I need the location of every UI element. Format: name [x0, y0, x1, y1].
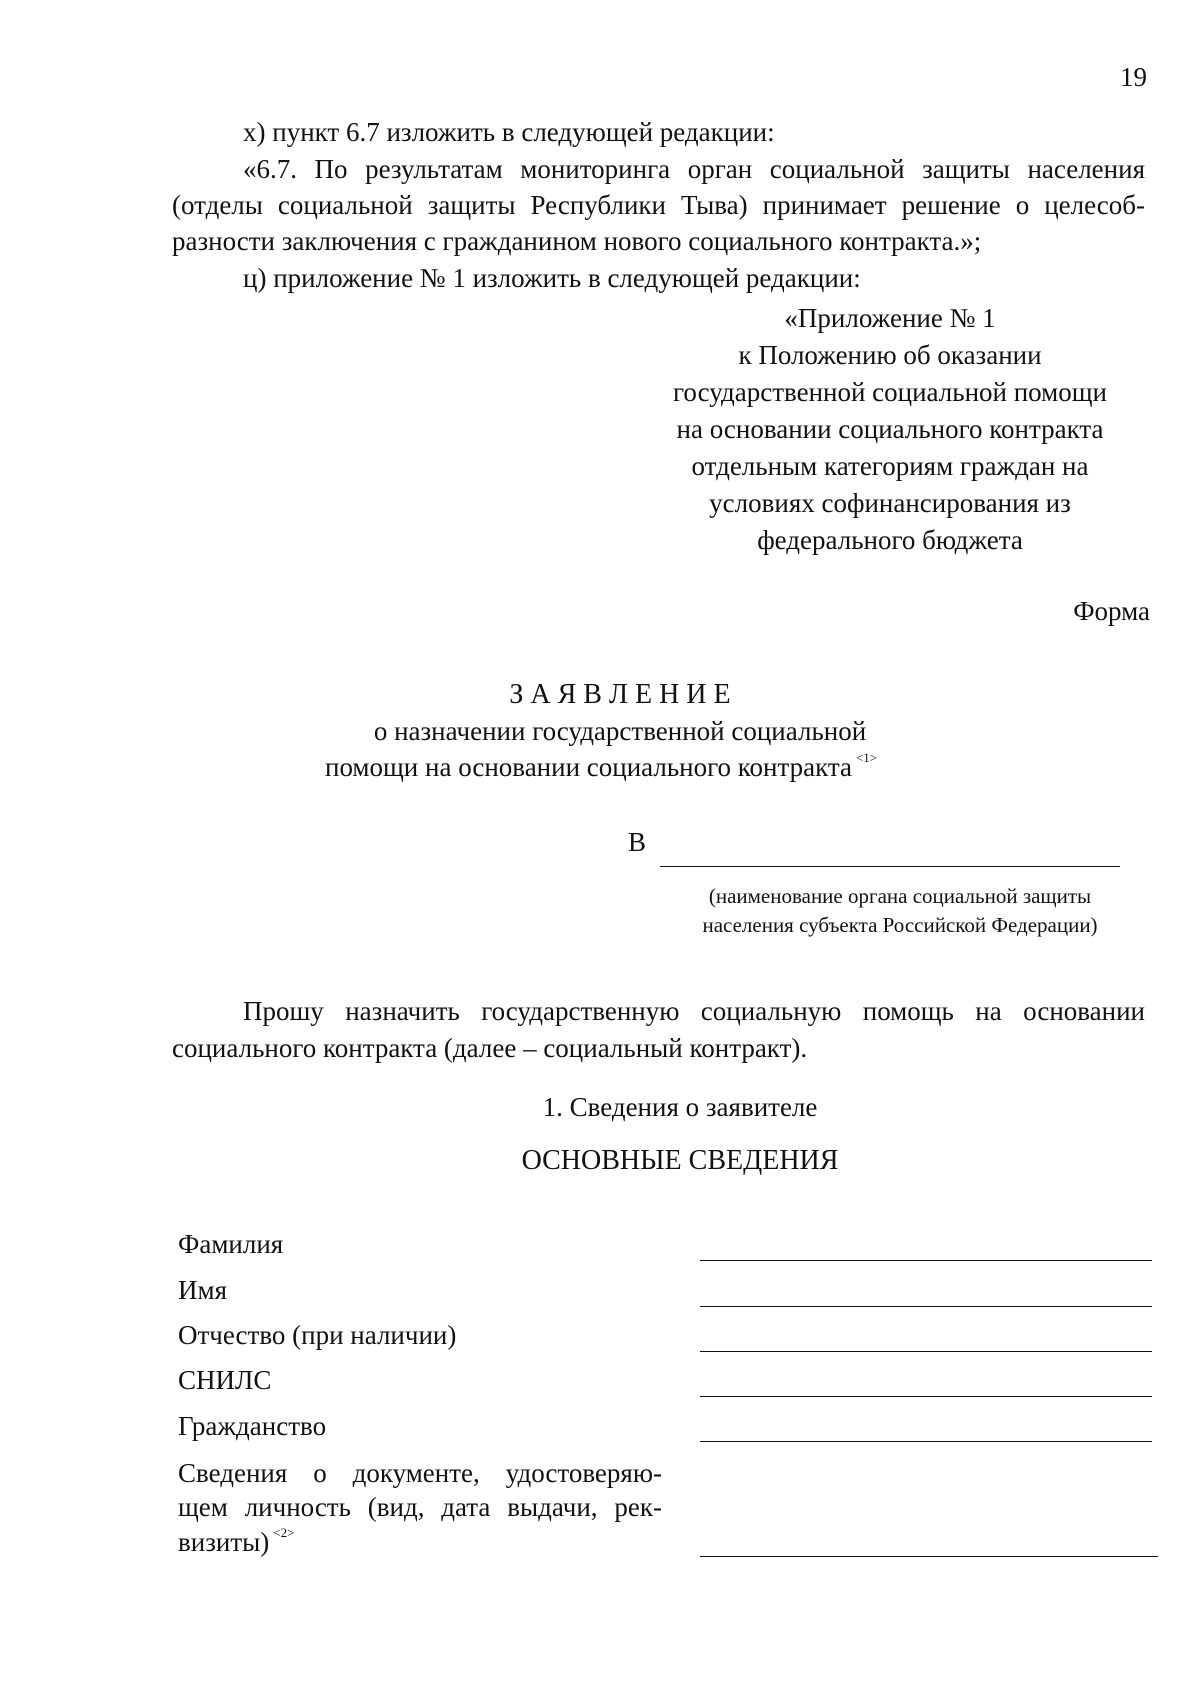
field-blank-snils[interactable]	[700, 1396, 1152, 1397]
appendix-header-line: «Приложение № 1	[784, 303, 996, 333]
amendment-x-text-line3: разности заключения с гражданином нового социального контракта.»;	[172, 226, 982, 256]
field-label-patronymic: Отчество (при наличии)	[178, 1320, 457, 1350]
appendix-header-line: на основании социального контракта	[676, 414, 1104, 444]
amendment-x-intro: х) пункт 6.7 изложить в следующей редакции:	[243, 117, 775, 147]
appendix-header-line: государственной социальной помощи	[673, 377, 1107, 407]
appendix-header-line: отдельным категориям граждан на	[691, 451, 1089, 481]
addressee-caption-line2: населения субъекта Российской Федерации)	[702, 913, 1098, 937]
form-label: Форма	[1073, 596, 1150, 626]
field-label-citizenship: Гражданство	[178, 1411, 327, 1441]
page-number: 19	[1120, 62, 1147, 92]
section1-title: 1. Сведения о заявителе	[542, 1092, 818, 1122]
addressee-caption-line1: (наименование органа социальной защиты	[708, 884, 1092, 908]
appendix-header	[640, 300, 1140, 559]
title-line1: о назначении государственной социальной	[373, 716, 867, 746]
doc-field-line2: щем личность (вид, дата выдачи, рек-	[178, 1492, 662, 1522]
document-title: З А Я В Л Е Н И Е	[509, 679, 731, 710]
addressee-caption	[660, 882, 1140, 940]
title-line2	[325, 750, 877, 785]
appendix-header-line: федерального бюджета	[757, 525, 1023, 555]
amendment-ts-intro: ц) приложение № 1 изложить в следующей редакции:	[243, 263, 861, 293]
doc-field-line3	[178, 1525, 294, 1560]
field-blank-identity-document[interactable]	[700, 1556, 1158, 1557]
doc-field-line3-text: визиты)	[178, 1527, 270, 1557]
title-line2-text: помощи на основании социального контракта	[325, 752, 852, 782]
field-label-surname: Фамилия	[178, 1229, 284, 1259]
addressee-prefix: В	[628, 827, 647, 857]
field-label-first-name: Имя	[178, 1275, 228, 1305]
field-blank-first-name[interactable]	[700, 1306, 1152, 1307]
doc-field-line1: Сведения о документе, удостоверяю-	[178, 1458, 662, 1488]
field-label-snils: СНИЛС	[178, 1365, 272, 1395]
basic-info-title: ОСНОВНЫЕ СВЕДЕНИЯ	[521, 1145, 839, 1176]
field-blank-citizenship[interactable]	[700, 1441, 1152, 1442]
appendix-header-line: к Положению об оказании	[738, 340, 1042, 370]
footnote-marker-2: <2>	[273, 1525, 295, 1540]
addressee-blank-line[interactable]	[660, 866, 1120, 867]
field-blank-patronymic[interactable]	[700, 1351, 1152, 1352]
footnote-marker-1: <1>	[855, 750, 878, 765]
request-line1: Прошу назначить государственную социальную помощь на основании	[243, 996, 1145, 1026]
amendment-x-text-line1: «6.7. По результатам мониторинга орган социальной защиты населения	[243, 154, 1145, 184]
amendment-x-text-line2: (отделы социальной защиты Республики Тыва) принимает решение о целесоб-	[172, 190, 1145, 220]
field-blank-surname[interactable]	[700, 1260, 1152, 1261]
request-line2: социального контракта (далее – социальный контракт).	[172, 1033, 808, 1063]
appendix-header-line: условиях софинансирования из	[709, 488, 1071, 518]
